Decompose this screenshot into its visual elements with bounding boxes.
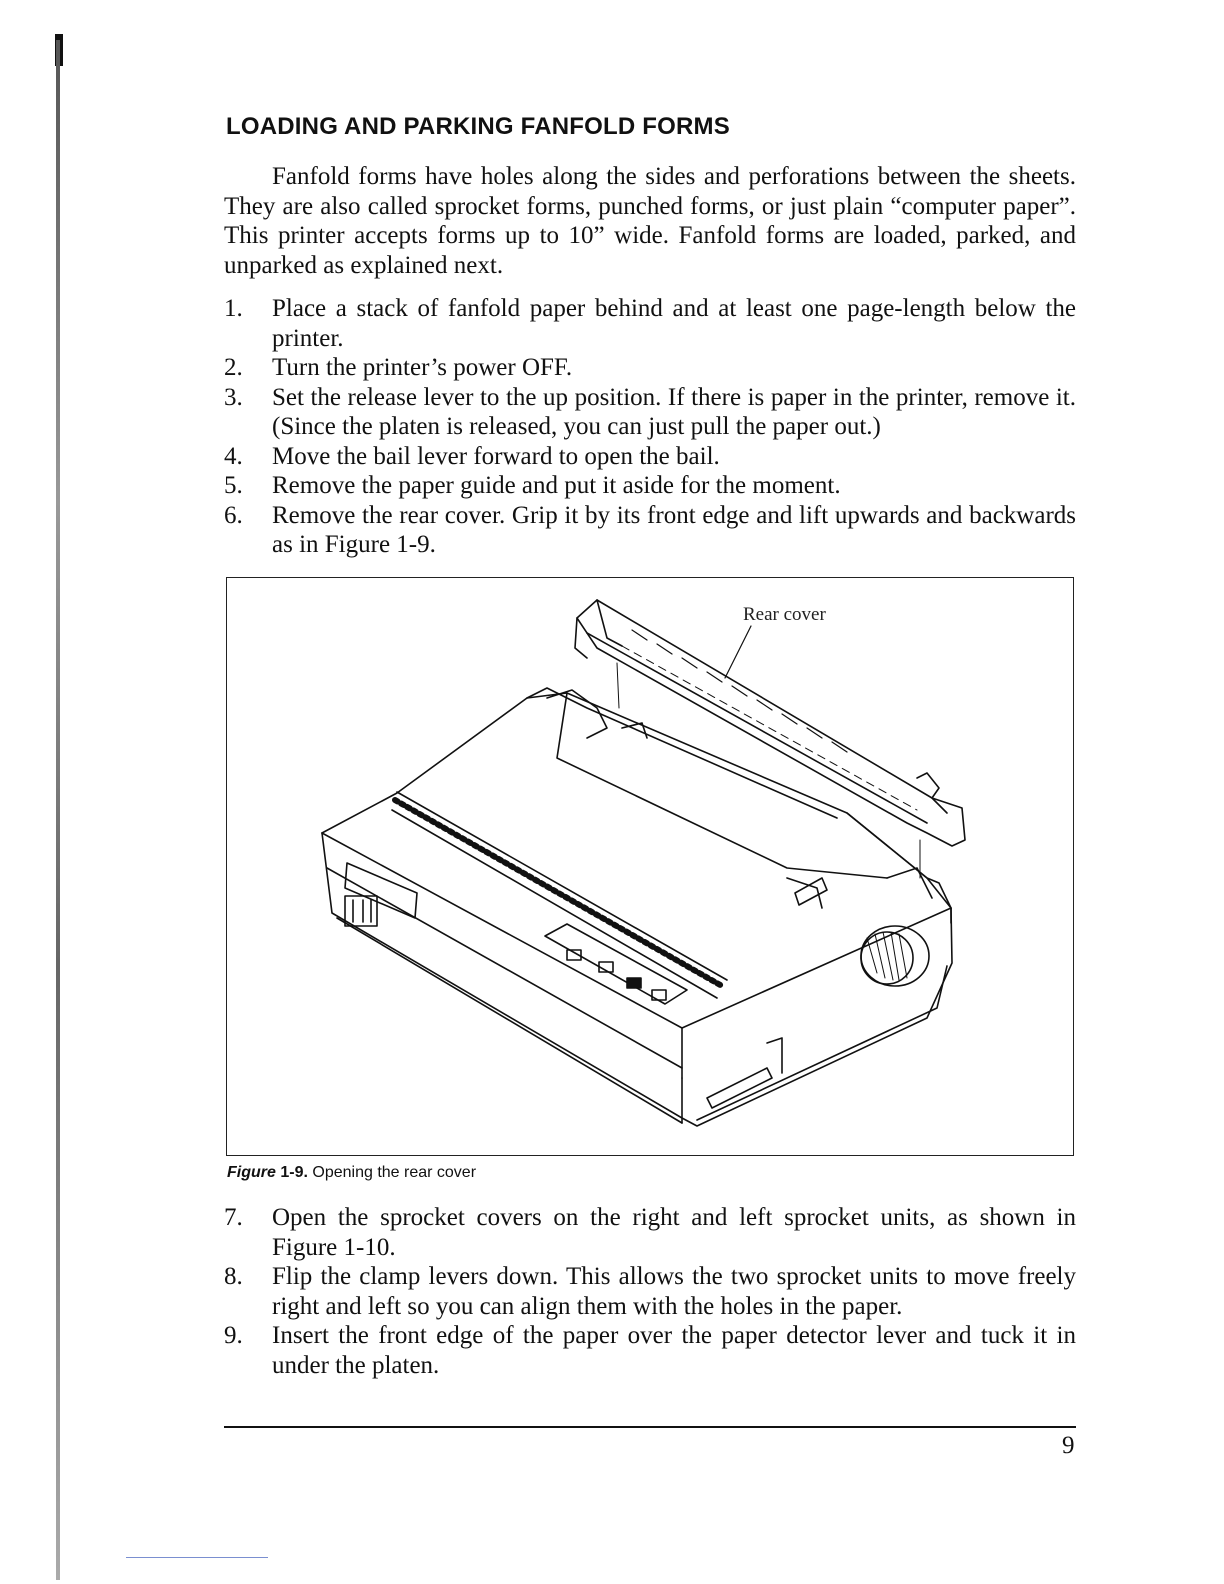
printer-illustration	[227, 578, 1074, 1156]
step-text: Place a stack of fanfold paper behind and at least one page-length below the printer.	[272, 295, 1076, 352]
rear-cover-callout: Rear cover	[743, 604, 826, 625]
step-number: 1.	[224, 295, 243, 322]
step-number: 7.	[224, 1204, 243, 1231]
step-text: Remove the paper guide and put it aside for the moment.	[272, 472, 841, 499]
step-item	[224, 442, 1076, 472]
page-heading: LOADING AND PARKING FANFOLD FORMS	[226, 113, 730, 140]
step-item	[224, 501, 1076, 560]
steps-list-before-figure	[224, 294, 1076, 560]
caption-label: Figure	[227, 1164, 276, 1181]
step-text: Turn the printer’s power OFF.	[272, 354, 573, 381]
step-number: 8.	[224, 1263, 243, 1290]
step-number: 5.	[224, 472, 243, 499]
binding-edge	[56, 40, 60, 1580]
step-item	[224, 383, 1076, 442]
intro-paragraph: Fanfold forms have holes along the sides and perforations between the sheets. They are also called sprocket forms, punched forms, or just plain “computer paper”. This printer accepts forms up to 10” wide. Fanfold forms are loaded, parked, and unparked as explained next.	[224, 163, 1076, 279]
step-item	[224, 1203, 1076, 1262]
step-text: Remove the rear cover. Grip it by its front edge and lift upwards and backwards as in Figure 1-9.	[272, 501, 1076, 558]
step-item	[224, 294, 1076, 353]
figure-printer-rear-cover	[226, 577, 1074, 1156]
caption-number: 1-9.	[280, 1164, 308, 1181]
caption-text: Opening the rear cover	[312, 1164, 477, 1181]
step-number: 6.	[224, 501, 243, 529]
bottom-artifact-line	[126, 1557, 268, 1558]
step-number: 4.	[224, 442, 243, 470]
step-item	[224, 1321, 1076, 1380]
page-number: 9	[1062, 1432, 1075, 1459]
step-text: Open the sprocket covers on the right and left sprocket units, as shown in Figure 1-10.	[272, 1204, 1076, 1261]
figure-caption	[227, 1164, 476, 1182]
step-text: Move the bail lever forward to open the bail.	[272, 442, 720, 470]
step-text: Set the release lever to the up position. If there is paper in the printer, remove it. (Since the platen is released, you can just pull the paper out.)	[272, 383, 1076, 440]
step-number: 3.	[224, 383, 243, 411]
step-number: 9.	[224, 1322, 243, 1349]
footer-rule	[224, 1426, 1076, 1428]
step-text: Flip the clamp levers down. This allows the two sprocket units to move freely right and left so you can align them with the holes in the paper.	[272, 1263, 1076, 1320]
step-item	[224, 353, 1076, 383]
steps-list-after-figure	[224, 1203, 1076, 1380]
step-item	[224, 1262, 1076, 1321]
step-number: 2.	[224, 354, 243, 381]
step-item	[224, 471, 1076, 501]
step-text: Insert the front edge of the paper over the paper detector lever and tuck it in under the platen.	[272, 1322, 1076, 1379]
